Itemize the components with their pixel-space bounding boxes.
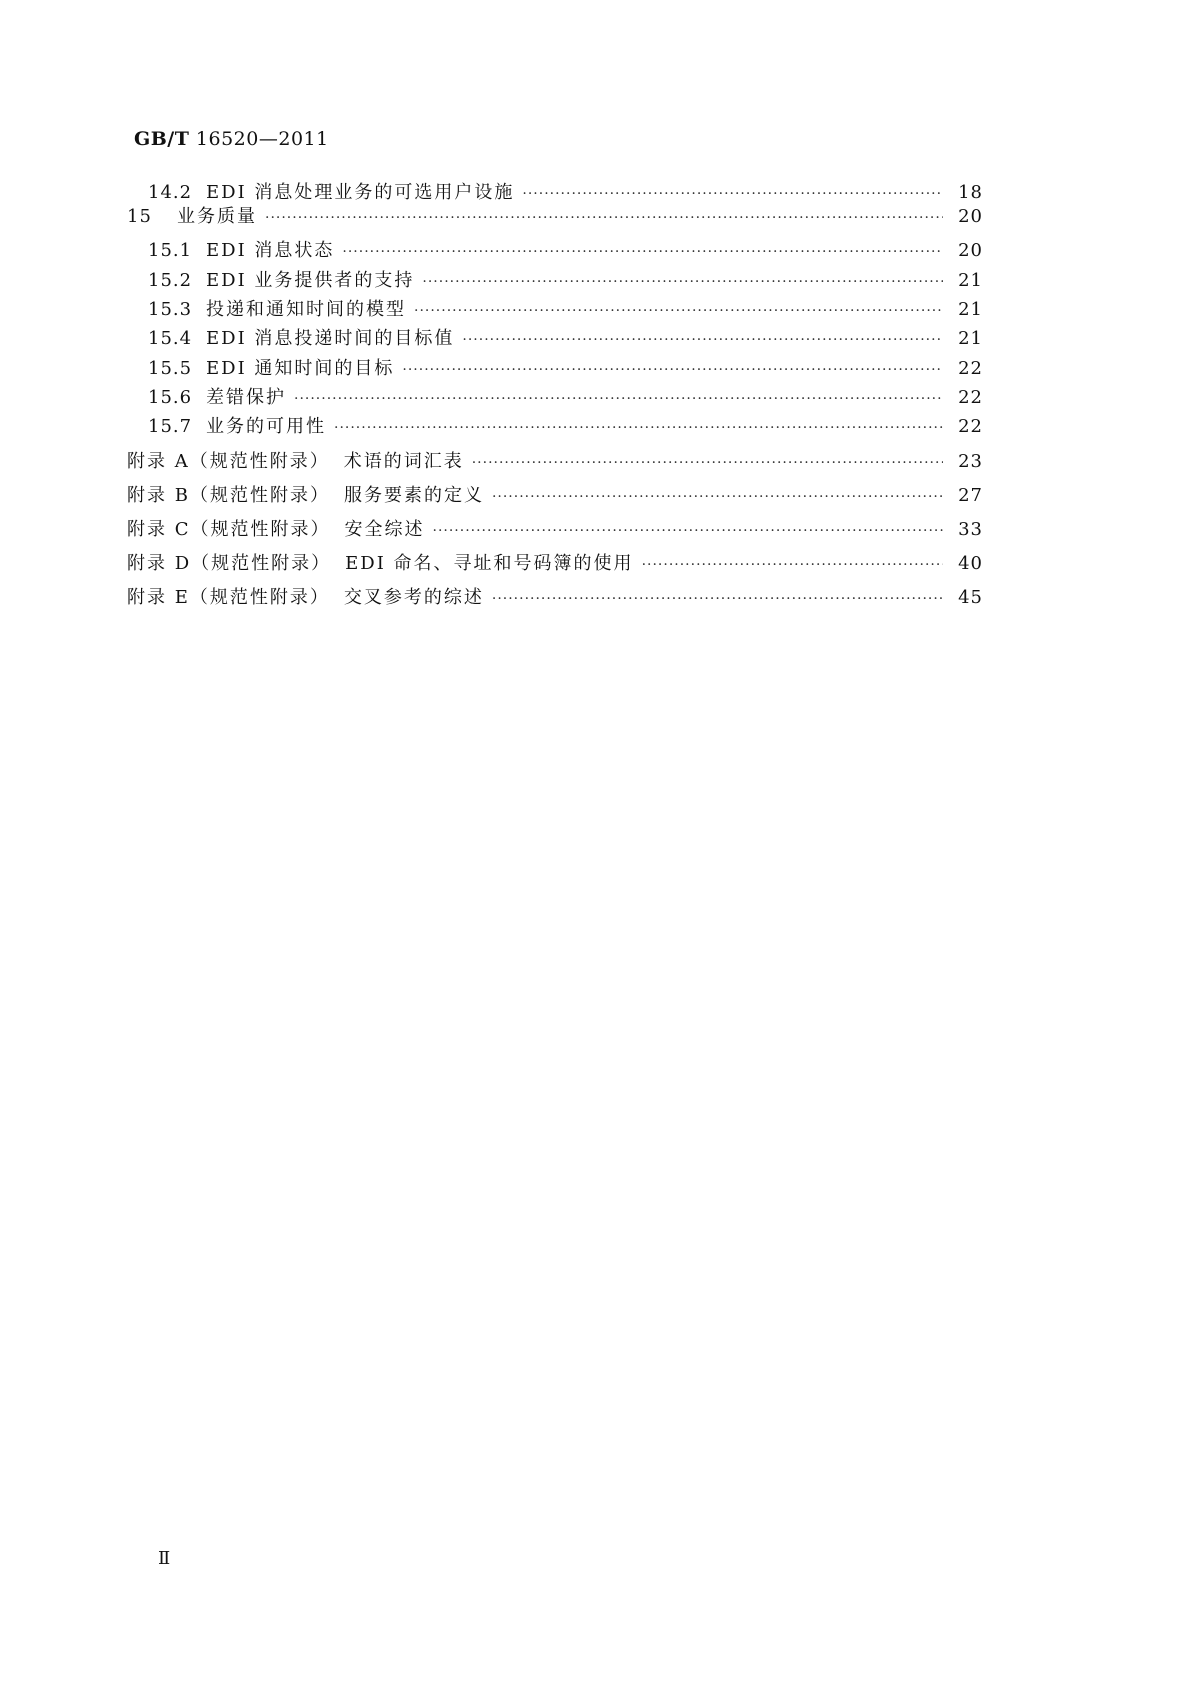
toc-appendix-title: 交叉参考的综述 [343,587,484,608]
toc-entry-page: 20 [958,206,983,227]
toc-dot-leader [522,186,943,202]
toc-dot-leader [414,303,943,319]
toc-entry-title: EDI 消息状态 [206,240,335,261]
toc-entry-number: 15.5 [148,358,193,379]
toc-entry-14-2[interactable] [0,178,1191,204]
toc-entry-number: 15.2 [148,270,193,291]
toc-entry-page: 22 [958,358,983,379]
toc-dot-leader [433,523,944,539]
toc-appendix-label: 附录 A（规范性附录） [127,451,330,472]
toc-appendix-label: 附录 E（规范性附录） [127,587,330,608]
toc-entry-title: EDI 通知时间的目标 [206,358,395,379]
toc-dot-leader [342,244,943,260]
standard-code-prefix: GB/T [134,128,190,150]
toc-entry-page: 22 [958,416,983,437]
toc-entry-page: 21 [958,299,983,320]
toc-entry-15-7[interactable] [0,412,1191,438]
toc-entry-15[interactable] [0,202,1191,228]
toc-entry-number: 15.4 [148,328,193,349]
toc-entry-title: 投递和通知时间的模型 [206,299,406,320]
page-number: Ⅱ [158,1548,171,1569]
toc-entry-page: 45 [958,587,983,608]
toc-dot-leader [294,391,943,407]
toc-entry-title: EDI 消息处理业务的可选用户设施 [206,182,515,203]
toc-appendix-e[interactable] [0,583,1191,609]
toc-entry-number: 15.6 [148,387,193,408]
toc-entry-number: 14.2 [148,182,193,203]
toc-entry-page: 40 [958,553,983,574]
toc-appendix-d[interactable] [0,549,1191,575]
toc-entry-page: 18 [958,182,983,203]
toc-entry-title: 业务的可用性 [206,416,326,437]
toc-entry-number: 15 [127,206,152,227]
toc-entry-15-5[interactable] [0,354,1191,380]
toc-dot-leader [265,210,943,226]
toc-entry-number: 15.3 [148,299,193,320]
toc-dot-leader [334,420,943,436]
toc-entry-page: 23 [958,451,983,472]
standard-code-number: 16520—2011 [195,128,329,150]
toc-appendix-title: 服务要素的定义 [343,485,484,506]
toc-entry-title: 差错保护 [206,387,286,408]
toc-appendix-c[interactable] [0,515,1191,541]
toc-entry-page: 22 [958,387,983,408]
toc-entry-15-1[interactable] [0,236,1191,262]
toc-dot-leader [462,332,943,348]
toc-dot-leader [642,557,943,573]
toc-entry-title: EDI 消息投递时间的目标值 [206,328,455,349]
toc-entry-number: 15.1 [148,240,193,261]
toc-entry-page: 33 [958,519,983,540]
toc-entry-page: 21 [958,270,983,291]
toc-entry-page: 21 [958,328,983,349]
toc-entry-title: EDI 业务提供者的支持 [206,270,415,291]
toc-entry-title: 业务质量 [177,206,257,227]
toc-appendix-label: 附录 C（规范性附录） [127,519,331,540]
toc-appendix-label: 附录 B（规范性附录） [127,485,330,506]
standard-code [134,128,329,150]
toc-entry-page: 20 [958,240,983,261]
toc-dot-leader [402,362,943,378]
toc-dot-leader [472,455,943,471]
toc-appendix-label: 附录 D（规范性附录） [127,553,332,574]
toc-entry-number: 15.7 [148,416,193,437]
toc-appendix-a[interactable] [0,447,1191,473]
toc-dot-leader [492,591,943,607]
toc-entry-15-6[interactable] [0,383,1191,409]
toc-dot-leader [492,489,943,505]
toc-entry-page: 27 [958,485,983,506]
toc-appendix-title: 安全综述 [344,519,425,540]
toc-dot-leader [422,274,943,290]
toc-entry-15-3[interactable] [0,295,1191,321]
toc-entry-15-4[interactable] [0,324,1191,350]
toc-appendix-title: 术语的词汇表 [343,451,464,472]
toc-appendix-b[interactable] [0,481,1191,507]
toc-entry-15-2[interactable] [0,266,1191,292]
toc-appendix-title: EDI 命名、寻址和号码簿的使用 [345,553,634,574]
